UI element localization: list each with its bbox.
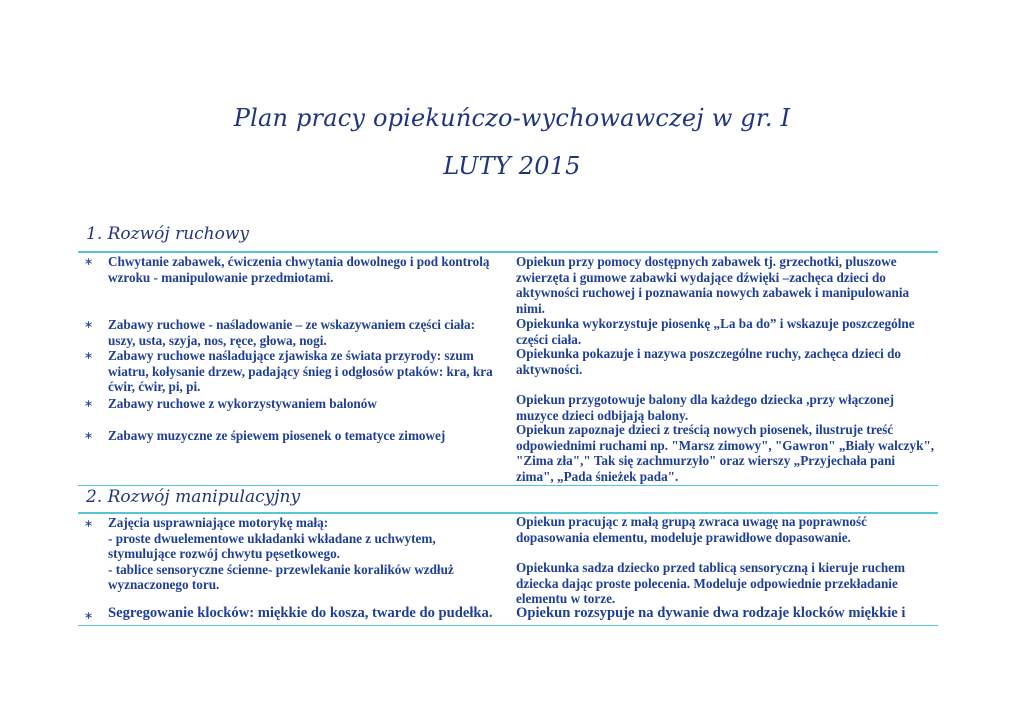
- activity-text: Zabawy muzyczne ze śpiewem piosenek o tematyce zimowej: [108, 428, 446, 443]
- activity-text: Zabawy ruchowe z wykorzystywaniem balonów: [108, 396, 377, 411]
- activity-text: Zabawy ruchowe naśladujące zjawiska ze świata przyrody: szum wiatru, kołysanie drzew, padający śnieg i odgłosów ptaków: kra, kra ćwir, ćwir, pi, pi.: [108, 348, 493, 395]
- section-heading-motor: 1. Rozwój ruchowy: [86, 224, 250, 244]
- description-text: Opiekun rozsypuje na dywanie dwa rodzaje klocków miękkie i: [516, 605, 906, 621]
- bullet-icon: ∗: [84, 430, 94, 442]
- description-text: Opiekun przygotowuje balony dla każdego dziecka ,przy włączonej muzyce dzieci odbijają balony.: [516, 392, 895, 423]
- description-text: Opiekunka pokazuje i nazywa poszczególne ruchy, zachęca dzieci do aktywności.: [516, 346, 901, 377]
- description-text: Opiekunka wykorzystuje piosenkę „La ba do” i wskazuje poszczególne części ciała.: [516, 316, 915, 347]
- description-text: Opiekun pracując z małą grupą zwraca uwagę na poprawność dopasowania elementu, modeluje prawidłowe dopasowanie.: [516, 514, 867, 545]
- section-heading-manipulative: 2. Rozwój manipulacyjny: [86, 487, 301, 507]
- document-title: Plan pracy opiekuńczo-wychowawczej w gr. I: [233, 104, 791, 132]
- bullet-icon: ∗: [84, 610, 94, 622]
- description-text: Opiekun przy pomocy dostępnych zabawek tj. grzechotki, pluszowe zwierzęta i gumowe zabawki wydające dźwięki –zachęca dzieci do aktywności ruchowej i poznawania nowych zabawek i manipulowania nimi.: [516, 254, 910, 316]
- section-rule: [78, 485, 938, 486]
- document-subtitle: LUTY 2015: [443, 152, 581, 180]
- section-rule: [78, 251, 938, 253]
- bullet-icon: ∗: [84, 398, 94, 410]
- bullet-icon: ∗: [84, 319, 94, 331]
- description-text: Opiekunka sadza dziecko przed tablicą sensoryczną i kieruje ruchem dziecka dając proste polecenia. Modeluje odpowiednie przekładanie elementu w torze.: [516, 560, 906, 607]
- activity-text: Zabawy ruchowe - naśladowanie – ze wskazywaniem części ciała: uszy, usta, szyja, nos, ręce, głowa, nogi.: [108, 317, 476, 348]
- activity-text: Segregowanie klocków: miękkie do kosza, twarde do pudełka.: [108, 605, 493, 621]
- section-rule: [78, 625, 938, 626]
- description-text: Opiekun zapoznaje dzieci z treścią nowych piosenek, ilustruje treść odpowiednimi ruchami np. "Marsz zimowy", "Gawron" „Biały walczyk", "Zima zła"," Tak się zachmurzyło" oraz wierszy „Przyjechała pani zima", „Pada śnieżek pada".: [516, 422, 935, 484]
- activity-text: Chwytanie zabawek, ćwiczenia chwytania dowolnego i pod kontrolą wzroku - manipulowanie przedmiotami.: [108, 254, 490, 285]
- bullet-icon: ∗: [84, 518, 94, 530]
- bullet-icon: ∗: [84, 350, 94, 362]
- activity-text: Zajęcia usprawniające motorykę małą: - proste dwuelementowe układanki wkładane z uchwytem, stymulujące rozwój chwytu pęsetkowego. - tablice sensoryczne ścienne- przewlekanie koralików wzdłuż wyznaczonego toru.: [108, 515, 454, 593]
- bullet-icon: ∗: [84, 256, 94, 268]
